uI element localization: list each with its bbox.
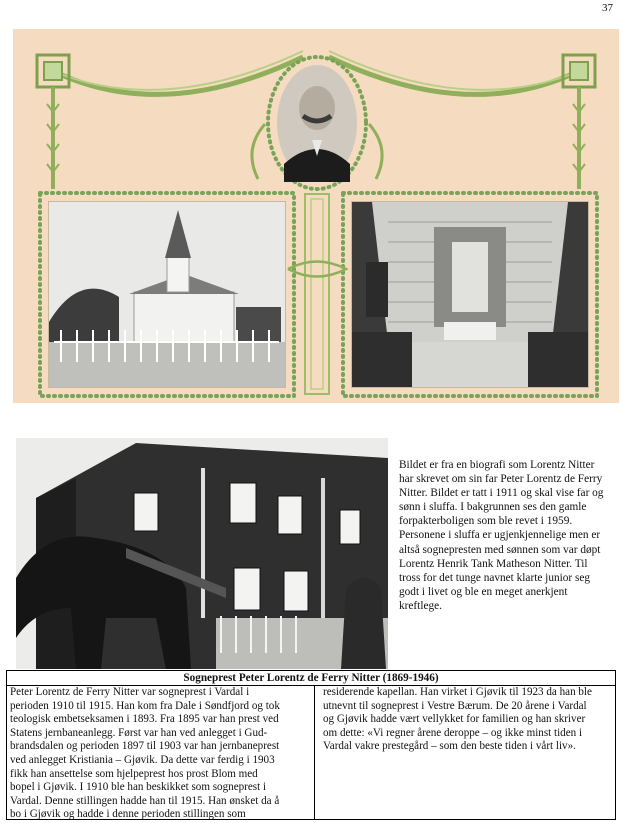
caption-line: tross for det tunge navnet klarte junior seg <box>399 571 591 584</box>
church-photo-icon <box>49 202 285 387</box>
biography-right-column <box>315 686 615 820</box>
caption-line: godt i livet og ble en meget anerkjent <box>399 585 568 598</box>
caption-line: altså sognepresten med sønnen som var døpt <box>399 543 601 556</box>
portrait-photo-icon <box>276 64 358 182</box>
caption-line: Personene i sluffa er ugjenkjennelige men er <box>399 529 601 542</box>
photo-caption <box>399 458 617 613</box>
bio-line: ved anlegget Kristiania – Gjøvik. Da dette var ferdig i 1903 <box>10 753 275 766</box>
bio-line: brandsdalen og perioden 1897 til 1903 var han jernbaneprest <box>10 740 280 753</box>
bio-line: og Gjøvik hadde vært vellykket for familien og han skriver <box>323 713 586 726</box>
bio-line: fikk han ansettelse som hjelpeprest hos prost Blom med <box>10 767 258 780</box>
bio-line: Peter Lorentz de Ferry Nitter var sogneprest i Vardal i <box>10 686 250 698</box>
bio-line: teologisk embetseksamen i 1893. Fra 1895 var han prest ved <box>10 713 279 726</box>
bio-line: Vardal vakre prestegård – som den beste tiden i vårt liv». <box>323 740 576 753</box>
bio-line: utnevnt til sogneprest i Vestre Bærum. De 20 årene i Vardal <box>323 699 587 712</box>
church-interior-photo-icon <box>352 202 588 387</box>
bio-line: Statens jernbaneanlegg. Først var han ved anlegget i Gud- <box>10 726 268 739</box>
bio-line: bo i Gjøvik og hadde i denne perioden stillingen som <box>10 808 246 820</box>
caption-line: Bildet er fra en biografi som Lorentz Nitter <box>399 459 595 471</box>
photo-plate <box>13 29 619 403</box>
biography-left-column <box>7 686 315 820</box>
page-number: 37 <box>602 2 613 14</box>
bio-line: residerende kapellan. Han virket i Gjøvik til 1923 da han ble <box>323 686 592 698</box>
caption-line: forpakterboligen som ble revet i 1959. <box>399 515 573 528</box>
caption-line: Lorentz Henrik Tank Matheson Nitter. Til <box>399 557 588 570</box>
farmhouse-horse-photo-icon <box>16 438 388 669</box>
caption-line: sønn i sluffa. I bakgrunnen ses den gamle <box>399 501 587 514</box>
bio-line: om dette: «Vi regner årene deroppe – og ikke minst tiden i <box>323 726 583 739</box>
biography-table <box>6 670 616 820</box>
bio-line: bopel i Gjøvik. I 1910 ble han beskikket som sogneprest i <box>10 781 267 794</box>
bio-line: perioden 1910 til 1915. Han kom fra Dale i Søndfjord og tok <box>10 699 280 712</box>
bio-line: Vardal. Denne stillingen hadde han til 1915. Han ønsket da å <box>10 794 280 807</box>
biography-title: Sogneprest Peter Lorentz de Ferry Nitter (1869-1946) <box>7 671 615 686</box>
caption-line: Nitter. Bildet er tatt i 1911 og skal vise far og <box>399 487 604 500</box>
caption-line: har skrevet om sin far Peter Lorentz de Ferry <box>399 473 603 486</box>
caption-line: kreftlege. <box>399 599 442 612</box>
